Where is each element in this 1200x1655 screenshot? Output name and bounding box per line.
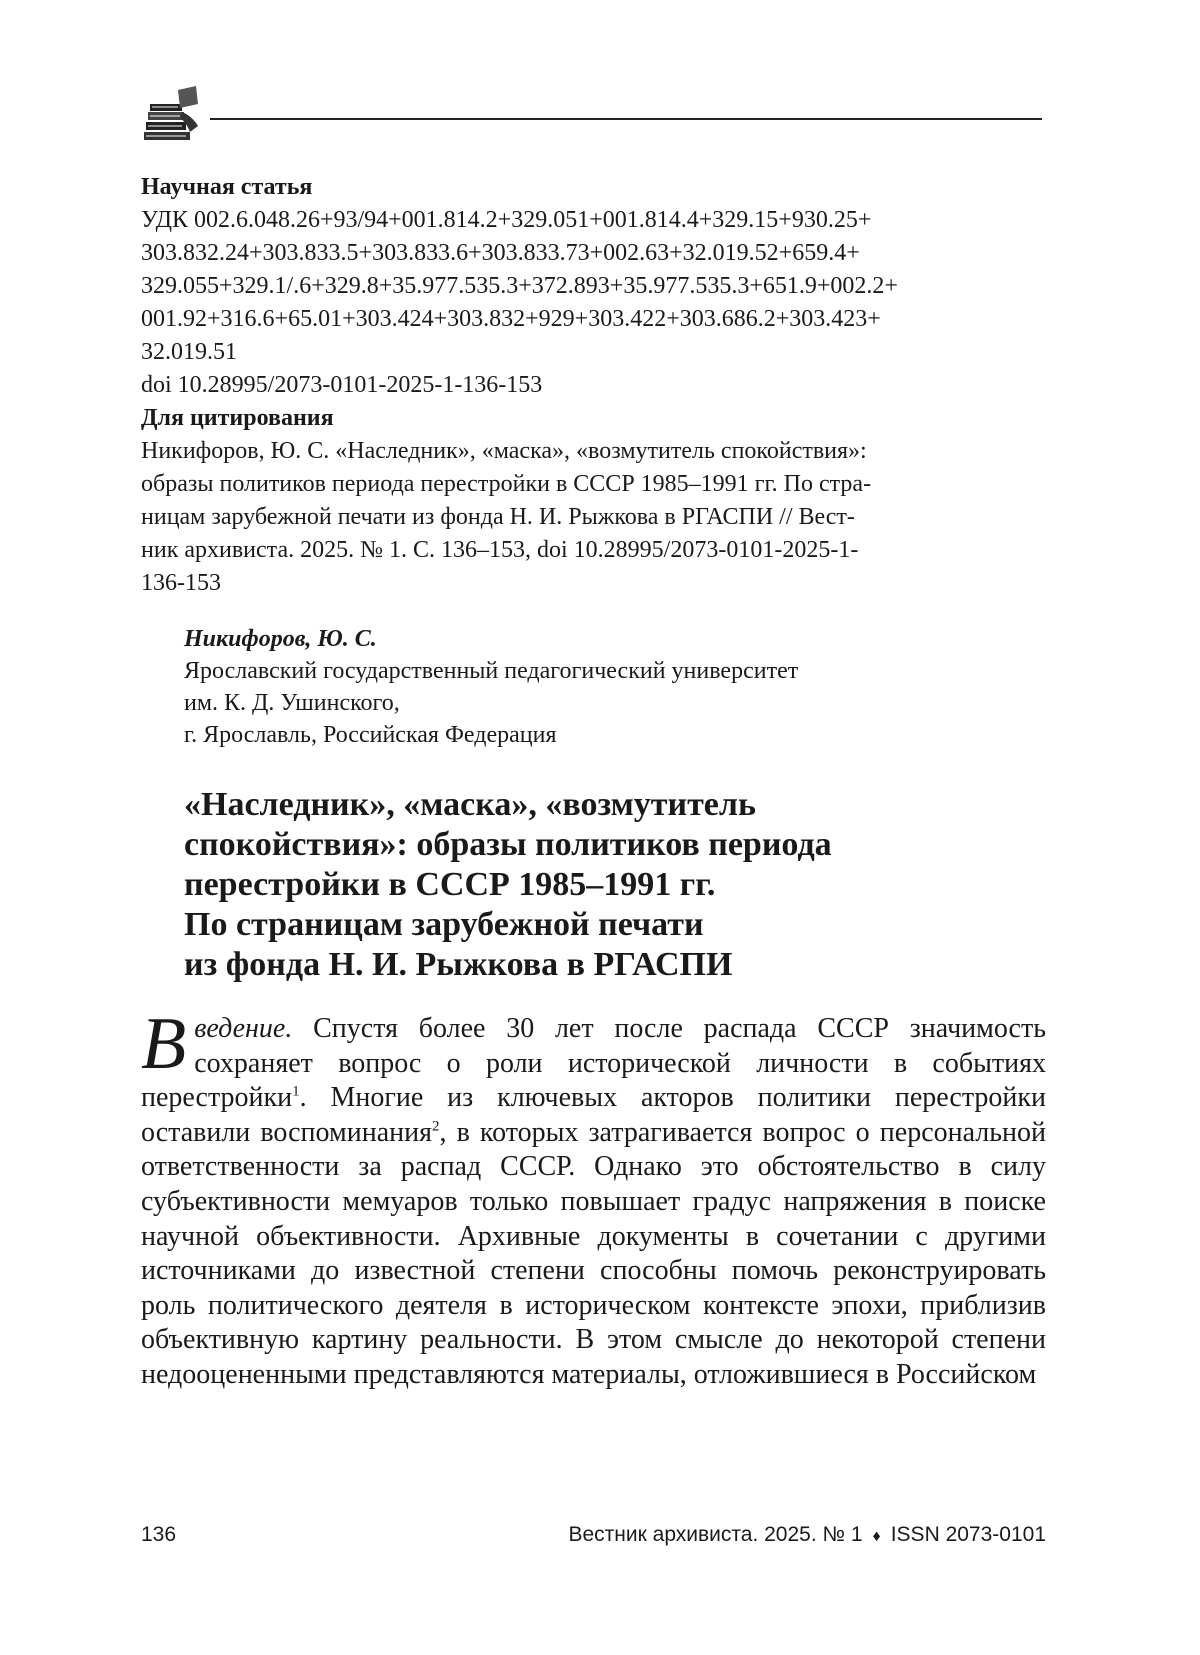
page-number: 136 — [141, 1523, 177, 1546]
affiliation-line: г. Ярославль, Российская Федерация — [184, 722, 557, 748]
title-line: из фонда Н. И. Рыжкова в РГАСПИ — [184, 946, 733, 983]
author-block — [184, 623, 1044, 751]
title-line: «Наследник», «маска», «возмутитель — [184, 786, 756, 823]
citation-line: 136-153 — [141, 570, 221, 596]
body-text — [141, 1003, 1046, 1393]
udk-line: УДК 002.6.048.26+93/94+001.814.2+329.051+001.814.4+329.15+930.25+ — [141, 207, 872, 233]
header-rule — [210, 118, 1042, 120]
journal-info — [568, 1523, 1046, 1547]
citation-line: образы политиков периода перестройки в СССР 1985–1991 гг. По стра- — [141, 471, 872, 497]
udk-line: 329.055+329.1/.6+329.8+35.977.535.3+372.893+35.977.535.3+651.9+002.2+ — [141, 273, 898, 299]
citation-line: Никифоров, Ю. С. «Наследник», «маска», «возмутитель спокойствия»: — [141, 438, 867, 464]
title-line: перестройки в СССР 1985–1991 гг. — [184, 866, 716, 903]
body-segment: , в которых затрагивается вопрос о персональной ответственности за распад СССР. Однако это обстоятельство в силу субъективности мемуаров только повышает градус напряжения в поиске научной объективности. Архивные документы в сочетании с другими источниками до известной степени способны помочь реконструировать роль политического деятеля в историческом контексте эпохи, приблизив объективную картину реальности. В этом смысле до некоторой степени недооцененными представляются материалы, отложившиеся в Российском — [141, 1116, 1046, 1390]
footnote-ref[interactable]: 2 — [431, 1118, 440, 1135]
citation-line: ницам зарубежной печати из фонда Н. И. Рыжкова в РГАСПИ // Вест- — [141, 504, 855, 530]
body-segment: . Многие из ключевых акторов политики перестройки оставили воспоминания — [141, 1082, 1046, 1148]
issn: ISSN 2073-0101 — [890, 1523, 1046, 1546]
lead-word: ведение. — [194, 1013, 293, 1044]
article-type: Научная статья — [141, 174, 313, 200]
journal-name: Вестник архивиста. 2025. № 1 — [568, 1523, 863, 1546]
page-header — [140, 82, 1040, 152]
books-icon — [140, 82, 204, 146]
body-segment: Спустя более 30 лет после распада СССР значимость сохраняет вопрос о роли исторической личности в событиях перестройки — [141, 1013, 1046, 1114]
article-meta — [141, 171, 1046, 600]
udk-line: 001.92+316.6+65.01+303.424+303.832+929+303.422+303.686.2+303.423+ — [141, 306, 881, 332]
title-line: спокойствия»: образы политиков периода — [184, 826, 832, 863]
footnote-ref[interactable]: 1 — [292, 1083, 300, 1100]
udk-line: 303.832.24+303.833.5+303.833.6+303.833.73+002.63+32.019.52+659.4+ — [141, 240, 860, 266]
drop-cap: В — [141, 1003, 187, 1085]
udk-line: 32.019.51 — [141, 339, 237, 365]
citation-heading: Для цитирования — [141, 405, 334, 431]
doi: doi 10.28995/2073-0101-2025-1-136-153 — [141, 372, 543, 398]
affiliation-line: Ярославский государственный педагогический университет — [184, 658, 799, 684]
author-name: Никифоров, Ю. С. — [184, 626, 377, 652]
article-title — [184, 785, 1044, 985]
diamond-icon: ♦ — [872, 1528, 881, 1545]
affiliation-line: им. К. Д. Ушинского, — [184, 690, 400, 716]
citation-line: ник архивиста. 2025. № 1. С. 136–153, doi 10.28995/2073-0101-2025-1- — [141, 537, 859, 563]
title-line: По страницам зарубежной печати — [184, 906, 704, 943]
page-footer — [141, 1523, 1046, 1551]
